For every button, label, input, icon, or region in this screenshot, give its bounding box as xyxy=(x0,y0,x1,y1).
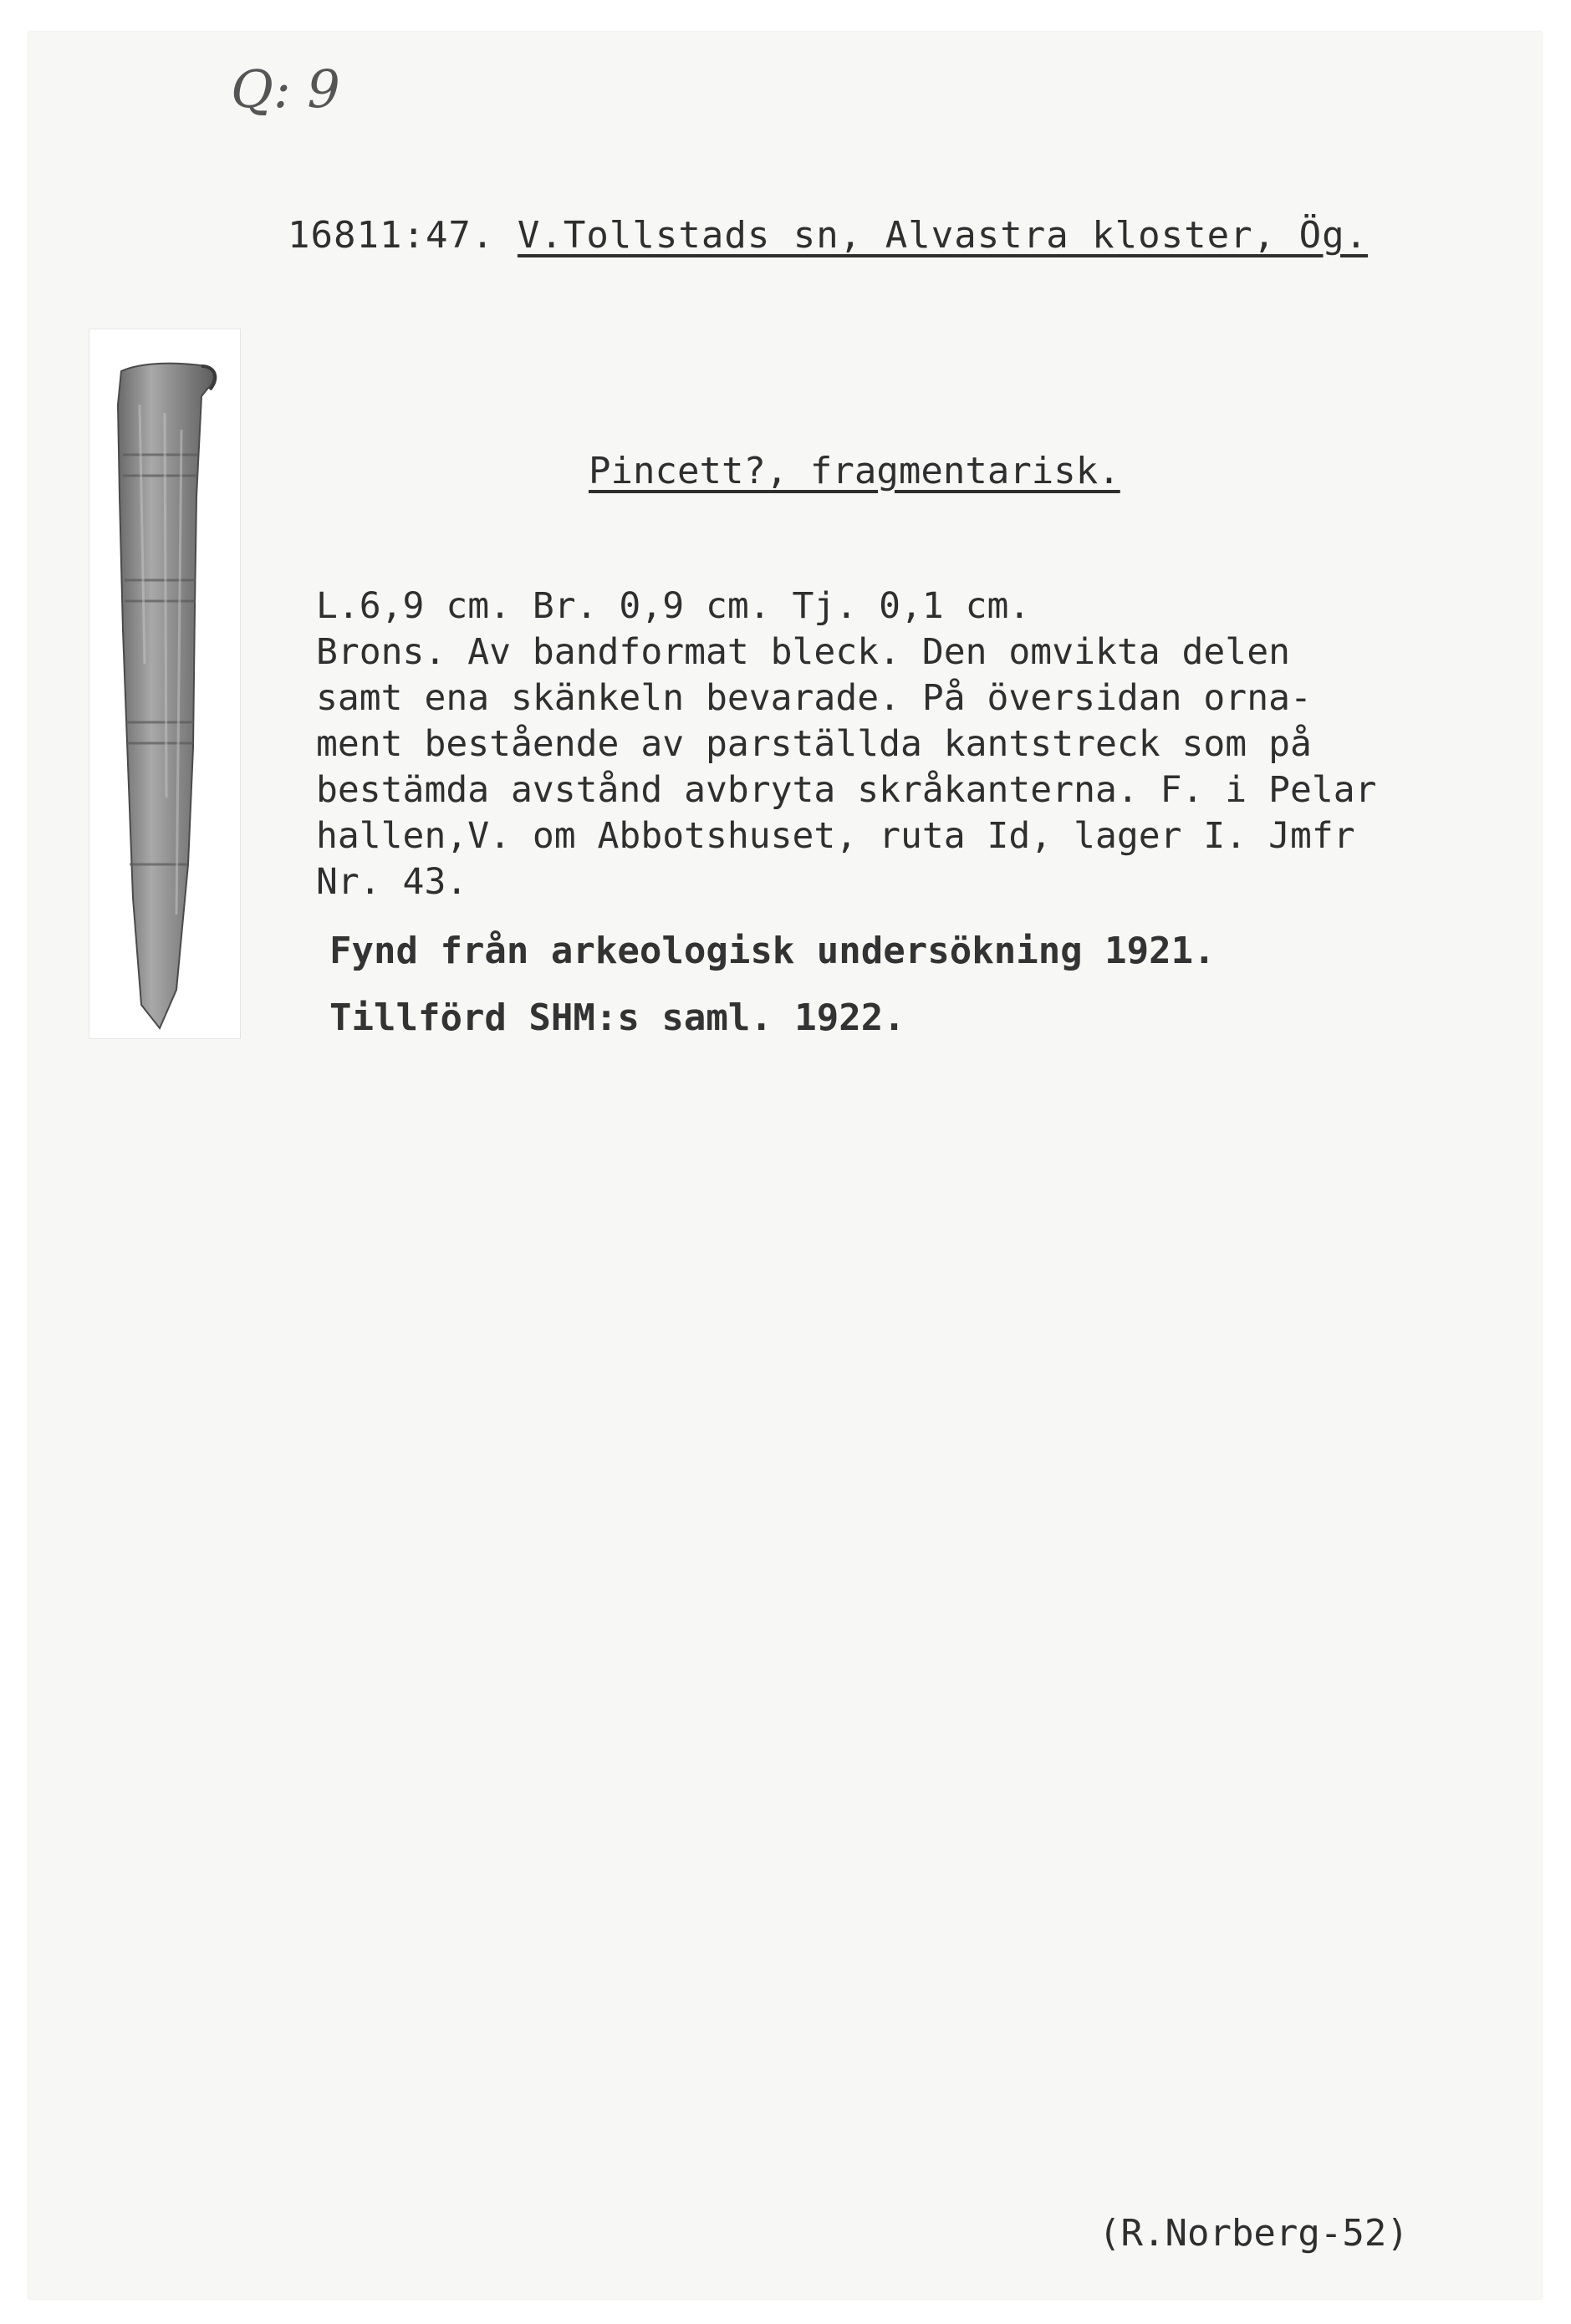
description-line: bestämda avstånd avbryta skråkanterna. F. i Pelar xyxy=(316,769,1377,811)
catalog-number: 16811:47. xyxy=(288,214,495,257)
find-note-line: Tillförd SHM:s saml. 1922. xyxy=(329,996,905,1039)
description-line: L.6,9 cm. Br. 0,9 cm. Tj. 0,1 cm. xyxy=(316,585,1031,627)
catalog-card xyxy=(28,32,1542,2299)
card-header xyxy=(288,214,1368,257)
tweezers-fragment-image xyxy=(89,329,240,1038)
find-place: V.Tollstads sn, Alvastra kloster, Ög. xyxy=(517,214,1369,257)
description-line: ment bestående av parställda kantstreck som på xyxy=(316,723,1312,765)
object-title: Pincett?, fragmentarisk. xyxy=(589,450,1120,492)
description-line: Nr. 43. xyxy=(316,861,468,903)
description-line: Brons. Av bandformat bleck. Den omvikta delen xyxy=(316,631,1290,673)
signature: (R.Norberg-52) xyxy=(1099,2212,1409,2255)
description-line: samt ena skänkeln bevarade. På översidan orna- xyxy=(316,677,1312,719)
object-description xyxy=(316,584,1537,905)
description-line: hallen,V. om Abbotshuset, ruta Id, lager I. Jmfr xyxy=(316,815,1355,857)
artifact-photo xyxy=(89,329,241,1039)
handwritten-code: Q: 9 xyxy=(231,59,340,120)
find-note xyxy=(329,918,1216,1052)
find-note-line: Fynd från arkeologisk undersökning 1921. xyxy=(329,930,1216,972)
